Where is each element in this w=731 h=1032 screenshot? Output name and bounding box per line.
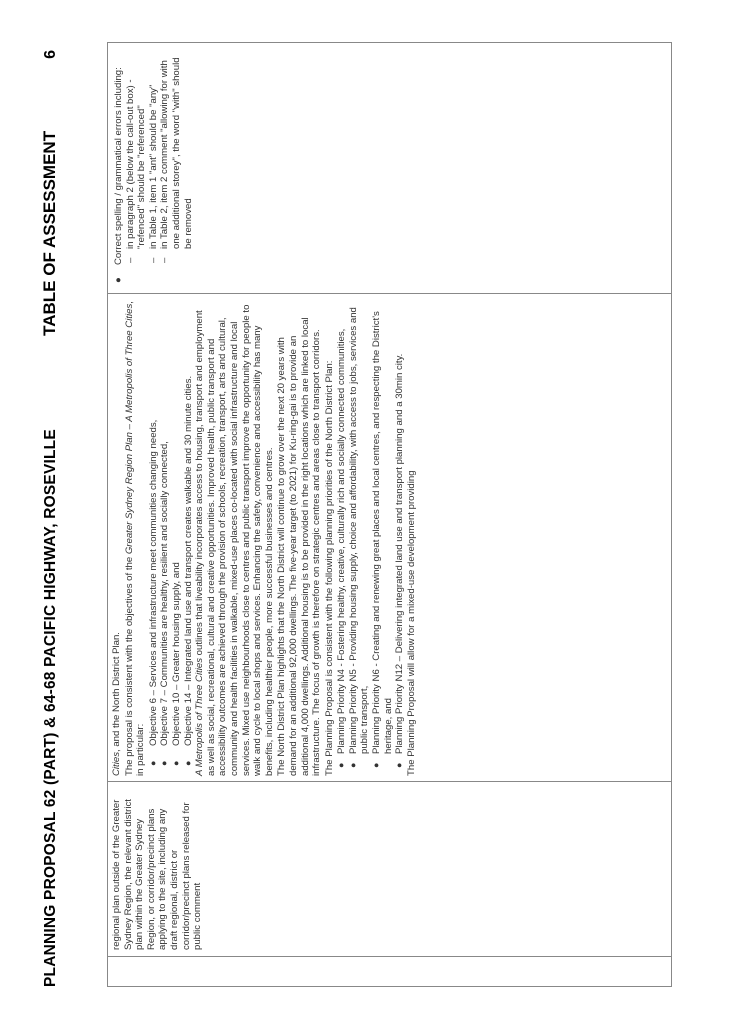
bullet-icon: ●: [113, 277, 124, 283]
mixed-use-paragraph: The Planning Proposal will allow for a mixed-use development providing: [405, 470, 417, 776]
bullet-icon: ●: [159, 760, 170, 766]
bullet-icon: ●: [170, 760, 181, 766]
bullet-icon: ●: [147, 760, 158, 766]
list-item: – in paragraph 2 (below the call-out box) - "refenced" should be "referenced": [124, 79, 148, 263]
bullet-icon: ●: [182, 760, 193, 766]
document-title: PLANNING PROPOSAL 62 (PART) & 64-68 PACIFIC HIGHWAY, ROSEVILLE: [42, 429, 59, 987]
assessment-table: [107, 42, 672, 987]
list-item: ● Planning Priority N5 - Providing housing supply, choice and affordability, with access to jobs, services and public transport,: [347, 307, 371, 768]
assessment-cell: [108, 293, 671, 781]
criterion-text: regional plan outside of the Greater Sydney Region, the relevant district plan within the Greater Sydney Region, or corridor/precinct plans applying to the site, including any draft regional, district or corridor/precinct plans released for public comment: [111, 799, 204, 950]
list-item: ● Objective 10 – Greater housing supply, and: [170, 562, 182, 766]
list-item: ● Planning Priority N4 - Fostering healthy, creative, culturally rich and socially connected communities,: [336, 328, 348, 768]
list-item: ● Objective 14 – Integrated land use and transport creates walkable and 30 minute cities.: [182, 375, 194, 766]
list-item: – in Table 2, item 2 comment "allowing for with one additional storey", the word "with" should be removed: [159, 57, 194, 263]
section-title: TABLE OF ASSESSMENT: [40, 130, 59, 336]
objectives-list: [148, 300, 194, 776]
bullet-icon: ●: [394, 762, 405, 768]
comment-sublist: [125, 49, 195, 287]
priorities-list: [336, 300, 406, 776]
list-item: ● Planning Priority N12 – Delivering integrated land use and transport planning and a 30min city.: [394, 353, 406, 768]
dash-icon: –: [124, 257, 136, 263]
list-item: ● Planning Priority N6 - Creating and renewing great places and local centres, and respecting the District's heritage, and: [371, 311, 394, 768]
blank-column: [108, 956, 671, 986]
liveability-paragraph: A Metropolis of Three Cities outlines that liveability incorporates access to housing, transport and employment as well as social, recreational, cultural and creative opportunities. Improved health, public transport and accessibility outcomes are achieved through the provision of schools, recreation, transport, arts and cultural, community and health facilities in walkable, mixed-use places co-located with social infrastructure and local services. Mixed use neighbourhoods close to centres and public transport improve the opportunity for people to walk and cycle to local shops and services. Enhancing the safety, convenience and accessibility has many benefits, including healthier people, more successful businesses and centres.: [194, 304, 275, 776]
dash-icon: –: [159, 257, 171, 263]
district-plan-paragraph: The North District Plan highlights that the North District will continue to grow over the next 20 years with demand for an additional 92,000 dwellings. The five-year target (to 2021) for Ku-ring-gai is to provide an additional 4,000 dwellings. Additional housing is to be provided in the right locations which are linked to local infrastructure. The focus of growth is therefore on strategic centres and areas close to transport corridors.: [276, 317, 323, 776]
list-item: – in Table 1, item 1 "ant" should be "any": [147, 84, 159, 263]
intro-line: Cities, and the North District Plan.: [111, 632, 122, 776]
list-item: ● Objective 7 – Communities are healthy, resilient and socially connected,: [159, 441, 171, 766]
criterion-cell: [108, 781, 671, 956]
page-number: 6: [42, 50, 59, 59]
region-plan-paragraph: The proposal is consistent with the objectives of the Greater Sydney Region Plan – A Metropolis of Three Cities, in particular:: [123, 301, 147, 776]
bullet-icon: ●: [336, 762, 347, 768]
section-heading: [40, 50, 60, 336]
list-item: ● Objective 6 – Services and infrastructure meet communities changing needs,: [147, 419, 159, 766]
dash-icon: –: [147, 257, 159, 263]
bullet-icon: ●: [371, 762, 382, 768]
comment-bullet: ● Correct spelling / grammatical errors including:: [113, 67, 124, 283]
comments-cell: [108, 43, 671, 293]
priorities-intro: The Planning Proposal is consistent with the following planning priorities of the North District Plan:: [323, 360, 335, 776]
bullet-icon: ●: [347, 762, 358, 768]
